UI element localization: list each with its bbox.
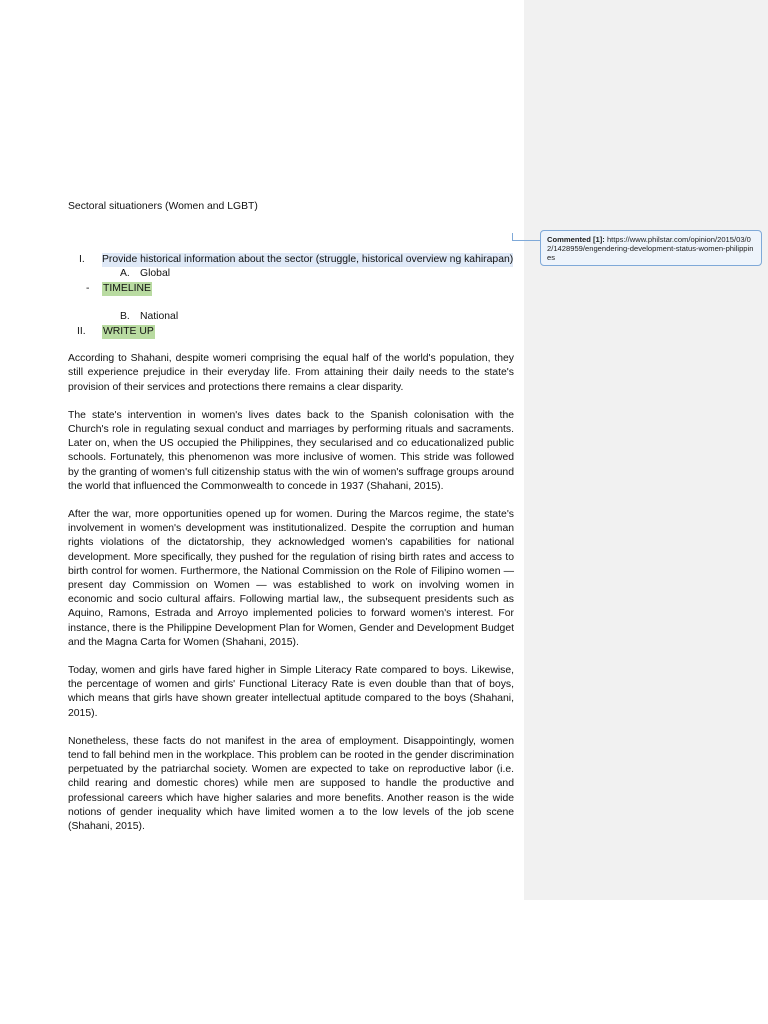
comment-author: Commented [1]: [547, 235, 605, 244]
paragraph-2: The state's intervention in women's lives dates back to the Spanish colonisation with the Church's role in regulating sexual conduct and marriages by performing rituals and sacraments. Later on, when the US occupied the Philippines, they secularised and co educationalized public schools. Fortunately, this phenomenon was more inclusive of women. This stride was followed by the granting of women's full citizenship status with the win of women's suffrage groups around the world that influenced the Commonwealth to concede in 1937 (Shahani, 2015). [68, 409, 514, 492]
outline-number-2: II. [77, 326, 86, 338]
outline-item-1-text[interactable]: Provide historical information about the sector (struggle, historical overview ng kahirapan) [102, 253, 513, 267]
outline-letter-b: B. [120, 311, 130, 323]
outline-letter-a: A. [120, 268, 130, 280]
comment-link[interactable]: https://www.philstar.com/opinion/2015/03/02/1428959/engendering-development-status-women-philippines [547, 235, 754, 262]
bullet-dash: - [86, 283, 90, 295]
comment-connector-line [512, 240, 540, 241]
outline-list [68, 224, 514, 338]
comment-balloon[interactable] [540, 230, 762, 266]
document-title: Sectoral situationers (Women and LGBT) [68, 201, 258, 212]
write-up-label: WRITE UP [102, 325, 155, 339]
paragraph-3: After the war, more opportunities opened up for women. During the Marcos regime, the state's involvement in women's development was institutionalized. Despite the corruption and human rights violations of the dictatorship, they acknowledged women's capabilities for national development. More specifically, they pushed for the regulation of rising birth rates and access to birth control for women. Furthermore, the National Commission on the Role of Filipino women — present day Commission on Women — was established to work on involving women in economic and socio cultural affairs. Following martial law,, the subsequent presidents such as Aquino, Ramons, Estrada and Arroyo implemented policies to forward women's interest. For instance, there is the Philippine Development Plan for Women, Gender and Development Budget and the Magna Carta for Women (Shahani, 2015). [68, 509, 514, 648]
outline-sub-b-text: National [140, 311, 179, 323]
paragraph-4: Today, women and girls have fared higher in Simple Literacy Rate compared to boys. Likewise, the percentage of women and girls' Functional Literacy Rate is even double than that of boys, which means that girls have shown greater intellectual aptitude compared to the boys (Shahani, 2015). [68, 665, 514, 719]
outline-number-1: I. [79, 254, 85, 266]
document-body [68, 200, 514, 848]
paragraph-5: Nonetheless, these facts do not manifest in the area of employment. Disappointingly, women tend to fall behind men in the workplace. This problem can be rooted in the gender discrimination perpetuated by the patriarchal society. Women are expected to take on reproductive labor (i.e. child rearing and domestic chores) while men are supposed to handle the productive and professional careers which have higher salaries and more benefits. Another reason is the wide notions of gender inequality which have limited women a to the low levels of the job scene (Shahani, 2015). [68, 735, 514, 833]
paragraph-1: According to Shahani, despite womeri comprising the equal half of the world's population, they still experience prejudice in their everyday life. From attaining their daily needs to the state's provision of their services and protections there remains a clear disparity. [68, 353, 514, 393]
comment-margin-pane [524, 0, 768, 900]
timeline-label: TIMELINE [102, 282, 152, 296]
outline-sub-a-text: Global [140, 268, 171, 280]
